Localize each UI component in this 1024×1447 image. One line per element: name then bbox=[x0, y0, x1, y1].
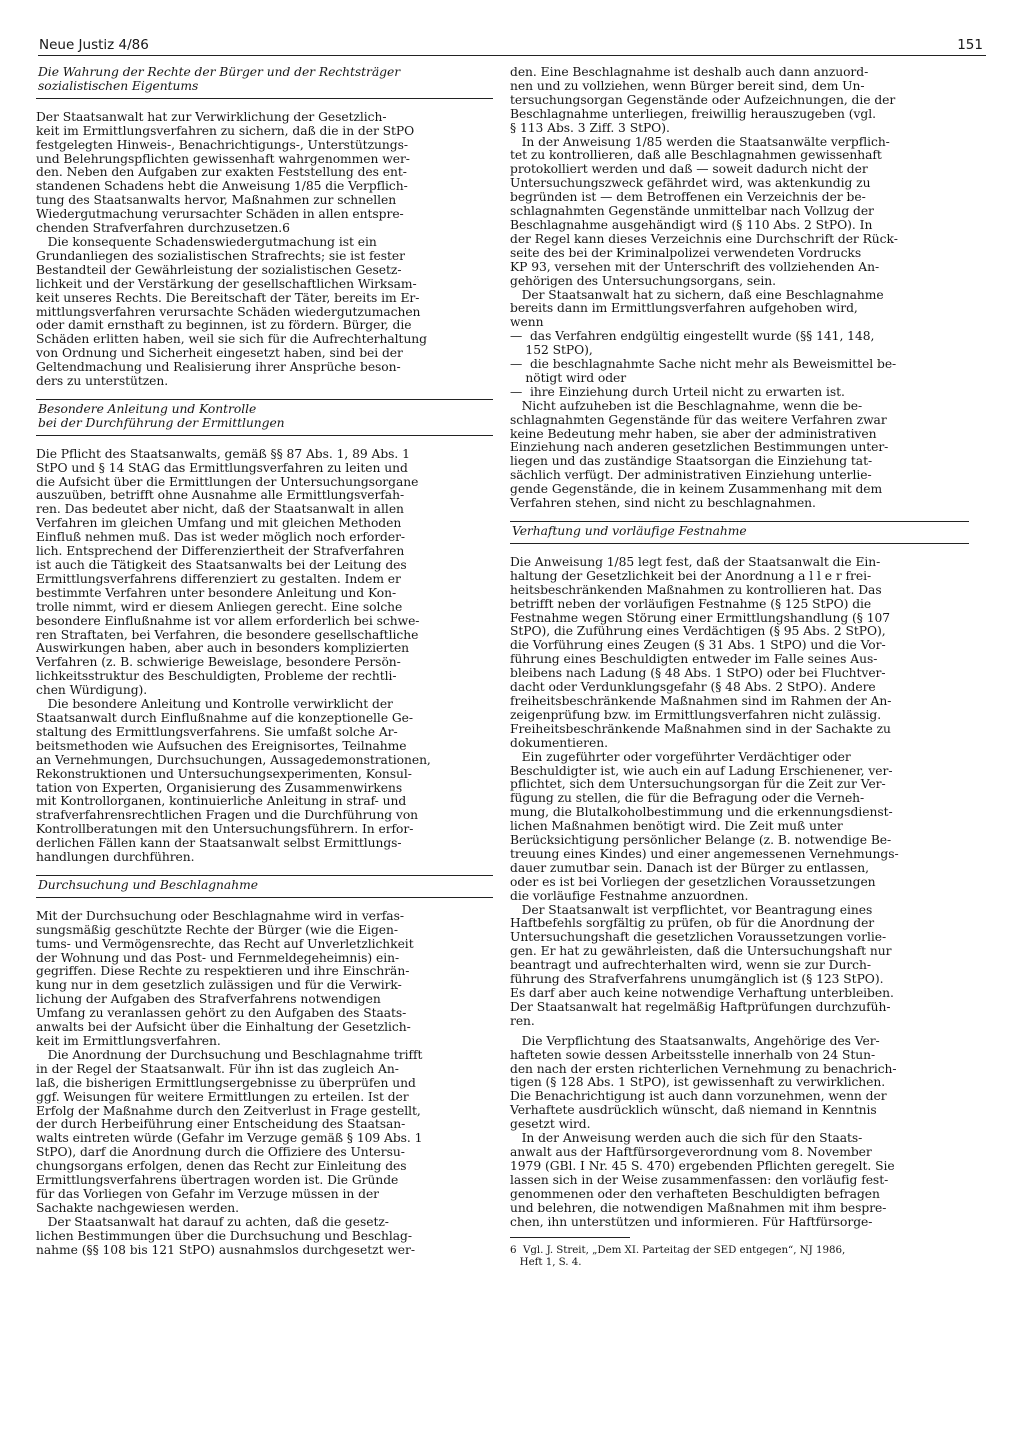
text-line: Die konsequente Schadenswiedergutmachung ist ein bbox=[36, 234, 377, 249]
text-line: Freiheitsbeschränkende Maßnahmen sind in der Sachakte zu bbox=[510, 721, 891, 736]
text-line: den. Eine Beschlagnahme ist deshalb auch dann anzuord- bbox=[510, 65, 869, 79]
text-line: handlungen durchführen. bbox=[36, 850, 195, 865]
text-line: keit im Ermittlungsverfahren. bbox=[36, 1034, 221, 1048]
text-line: chenden Strafverfahren durchzusetzen.6 bbox=[36, 221, 290, 236]
text-line: ren. bbox=[510, 1013, 535, 1028]
page-number: 151 bbox=[957, 37, 983, 53]
text-line: keit unseres Rechts. Die Bereitschaft der Täter, bereits im Er- bbox=[36, 290, 420, 305]
text-line: Grundanliegen des sozialistischen Strafrechts; sie ist fester bbox=[36, 248, 405, 263]
text-line: § 113 Abs. 3 Ziff. 3 StPO). bbox=[510, 120, 670, 135]
text-line: dokumentieren. bbox=[510, 735, 608, 750]
text-line: schlagnahmten Gegenstände unmittelbar nach Vollzug der bbox=[510, 204, 874, 219]
text-line: begründen ist — dem Betroffenen ein Verzeichnis der be- bbox=[510, 190, 866, 205]
text-line: staltung des Ermittlungsverfahrens. Sie umfaßt solche Ar- bbox=[36, 724, 398, 739]
text-line: chungsorgans erfolgen, denen das Recht zur Einleitung des bbox=[36, 1159, 407, 1174]
paragraph bbox=[510, 556, 969, 751]
text-line: Schäden erlitten haben, weil sie sich für die Aufrechterhaltung bbox=[36, 332, 427, 347]
text-line: betrifft neben der vorläufigen Festnahme (§ 125 StPO) die bbox=[510, 596, 872, 611]
text-line: Kontrollberatungen mit den Untersuchungsführern. In erfor- bbox=[36, 822, 414, 837]
paragraph bbox=[510, 136, 969, 289]
text-line: Untersuchungshaft die gesetzlichen Voraussetzungen vorlie- bbox=[510, 930, 887, 945]
section-heading bbox=[510, 521, 969, 544]
text-line: genommenen oder den verhafteten Beschuldigten befragen bbox=[510, 1186, 880, 1201]
text-line: Erfolg der Maßnahme durch den Zeitverlust in Frage gestellt, bbox=[36, 1103, 421, 1118]
text-line: KP 93, versehen mit der Unterschrift des vollziehenden An- bbox=[510, 259, 880, 274]
text-line: Der Staatsanwalt hat regelmäßig Haftprüfungen durchzufüh- bbox=[510, 999, 891, 1014]
section-heading bbox=[36, 875, 493, 898]
text-line: mung, die Blutalkoholbestimmung und die erkennungsdienst- bbox=[510, 805, 893, 820]
text-line: Durchsuchung und Beschlagnahme bbox=[38, 877, 258, 892]
text-line: bereits dann im Ermittlungsverfahren aufgehoben wird, bbox=[510, 301, 858, 316]
text-line: kung nur in dem gesetzlich zulässigen und für die Verwirk- bbox=[36, 978, 402, 993]
text-line: Ermittlungsverfahrens übertragen worden ist. Die Gründe bbox=[36, 1173, 399, 1188]
text-line: StPO), die Zuführung eines Verdächtigen (§ 95 Abs. 2 StPO), bbox=[510, 624, 886, 639]
text-line: lichkeitsstruktur des Beschuldigten, Probleme der rechtli- bbox=[36, 669, 397, 684]
text-line: Verhaftete ausdrücklich wünscht, daß niemand in Kenntnis bbox=[510, 1103, 877, 1118]
footnote-rule bbox=[510, 1237, 630, 1238]
text-line: trolle nimmt, wird er diesem Anliegen gerecht. Eine solche bbox=[36, 599, 403, 614]
text-line: StPO und § 14 StAG das Ermittlungsverfahren zu leiten und bbox=[36, 460, 408, 475]
text-line: sungsmäßig geschützte Rechte der Bürger (wie die Eigen- bbox=[36, 922, 398, 937]
text-line: Die Benachrichtigung ist auch dann vorzunehmen, wenn der bbox=[510, 1089, 887, 1104]
section-heading bbox=[36, 66, 493, 99]
text-line: ders zu unterstützen. bbox=[36, 374, 169, 389]
text-line: und Belehrungspflichten gewissenhaft wahrgenommen wer- bbox=[36, 151, 410, 166]
text-line: beitsmethoden wie Aufsuchen des Ereignisortes, Teilnahme bbox=[36, 738, 407, 753]
text-line: Haftbefehls sorgfältig zu prüfen, ob für die Anordnung der bbox=[510, 916, 875, 931]
text-line: Verfahren stehen, sind nicht zu beschlagnahmen. bbox=[510, 496, 816, 511]
text-line: beantragt und aufrechterhalten wird, wenn sie zur Durch- bbox=[510, 958, 871, 973]
text-line: In der Anweisung werden auch die sich für den Staats- bbox=[510, 1131, 863, 1146]
text-line: Die Anweisung 1/85 legt fest, daß der Staatsanwalt die Ein- bbox=[510, 554, 881, 569]
text-line: haltung der Gesetzlichkeit bei der Anordnung a l l e r frei- bbox=[510, 568, 872, 583]
paragraph bbox=[36, 1049, 493, 1216]
text-line: fügung zu stellen, die für die Befragung oder die Verneh- bbox=[510, 791, 865, 806]
text-line: tation von Experten, Organisierung des Zusammenwirkens bbox=[36, 780, 403, 795]
text-line: nen und zu vollziehen, wenn Bürger bereit sind, dem Un- bbox=[510, 78, 865, 93]
text-line: den. Neben den Aufgaben zur exakten Feststellung des ent- bbox=[36, 165, 407, 180]
right-column bbox=[510, 66, 969, 1268]
text-line: Es darf aber auch keine notwendige Verhaftung unterbleiben. bbox=[510, 986, 894, 1000]
text-line: strafverfahrensrechtlichen Fragen und die Durchführung von bbox=[36, 808, 419, 823]
text-line: der Regel kann dieses Verzeichnis eine Durchschrift der Rück- bbox=[510, 231, 898, 246]
text-line: Rekonstruktionen und Untersuchungsexperimenten, Konsul- bbox=[36, 766, 412, 781]
text-line: protokolliert werden und daß — soweit dadurch nicht der bbox=[510, 162, 868, 177]
text-line: liegen und das zuständige Staatsorgan die Einziehung tat- bbox=[510, 454, 873, 469]
text-line: tet zu kontrollieren, daß alle Beschlagnahmen gewissenhaft bbox=[510, 148, 882, 163]
text-line: 1979 (GBl. I Nr. 45 S. 470) ergebenden Pflichten geregelt. Sie bbox=[510, 1158, 895, 1173]
left-column bbox=[36, 66, 493, 1258]
text-line: zeigenprüfung bzw. im Ermittlungsverfahren nicht zulässig. bbox=[510, 707, 882, 722]
text-line: hafteten sowie dessen Arbeitsstelle innerhalb von 24 Stun- bbox=[510, 1047, 876, 1062]
text-line: laß, die bisherigen Ermittlungsergebnisse zu überprüfen und bbox=[36, 1075, 416, 1090]
text-line: bei der Durchführung der Ermittlungen bbox=[38, 415, 285, 430]
text-line: Sachakte nachgewiesen werden. bbox=[36, 1200, 240, 1215]
paragraph bbox=[36, 236, 493, 389]
text-line: gende Gegenstände, die in keinem Zusammenhang mit dem bbox=[510, 482, 883, 497]
paragraph bbox=[36, 910, 493, 1049]
text-line: Untersuchungszweck gefährdet wird, was aktenkundig zu bbox=[510, 176, 871, 191]
text-line: die Vorführung eines Zeugen (§ 31 Abs. 1 StPO) und die Vor- bbox=[510, 638, 886, 653]
paragraph bbox=[510, 66, 969, 136]
text-line: der Wohnung und das Post- und Fernmeldegeheimnis) ein- bbox=[36, 950, 400, 965]
text-line: tersuchungsorgan Gegenstände oder Aufzeichnungen, die der bbox=[510, 92, 896, 107]
text-line: Ein zugeführter oder vorgeführter Verdächtiger oder bbox=[510, 749, 851, 764]
text-line: Die Anordnung der Durchsuchung und Beschlagnahme trifft bbox=[36, 1047, 423, 1062]
text-line: und belehren, die notwendigen Maßnahmen mit ihm bespre- bbox=[510, 1200, 887, 1215]
text-line: — die beschlagnahmte Sache nicht mehr als Beweismittel be- bbox=[510, 357, 897, 372]
text-line: bleibens nach Ladung (§ 48 Abs. 1 StPO) oder bei Fluchtver- bbox=[510, 666, 886, 681]
text-line: Die Pflicht des Staatsanwalts, gemäß §§ 87 Abs. 1, 89 Abs. 1 bbox=[36, 446, 410, 461]
text-line: Die besondere Anleitung und Kontrolle verwirklicht der bbox=[36, 697, 393, 712]
text-line: — das Verfahren endgültig eingestellt wurde (§§ 141, 148, bbox=[510, 329, 875, 344]
text-line: anwalt aus der Haftfürsorgeverordnung vom 8. November bbox=[510, 1144, 872, 1159]
text-line: chen, ihn unterstützen und informieren. Für Haftfürsorge- bbox=[510, 1214, 873, 1229]
text-line: nötigt wird oder bbox=[510, 370, 627, 385]
text-line: für das Vorliegen von Gefahr im Verzuge müssen in der bbox=[36, 1186, 380, 1201]
text-line: den nach der ersten richterlichen Vernehmung zu benachrich- bbox=[510, 1061, 897, 1076]
journal-header: Neue Justiz 4/86 bbox=[39, 37, 149, 53]
text-line: Besondere Anleitung und Kontrolle bbox=[38, 401, 257, 416]
text-line: dacht oder Verdunklungsgefahr (§ 48 Abs. 2 StPO). Andere bbox=[510, 680, 876, 695]
text-line: führung eines Beschuldigten entweder im Falle seines Aus- bbox=[510, 652, 878, 667]
paragraph bbox=[510, 1035, 969, 1132]
text-line: lassen sich in der Weise zusammenfassen: den vorläufig fest- bbox=[510, 1172, 889, 1187]
text-line: Mit der Durchsuchung oder Beschlagnahme wird in verfas- bbox=[36, 908, 404, 923]
text-line: keit im Ermittlungsverfahren zu sichern, daß die in der StPO bbox=[36, 123, 415, 138]
text-line: tigen (§ 128 Abs. 1 StPO), ist gewissenhaft zu verwirklichen. bbox=[510, 1075, 886, 1090]
text-line: mittlungsverfahren verursachte Schäden wiedergutzumachen bbox=[36, 304, 421, 319]
text-line: lichen Maßnahmen benötigt wird. Die Zeit muß unter bbox=[510, 819, 843, 834]
text-line: chen Würdigung). bbox=[36, 683, 148, 698]
text-line: lich. Entsprechend der Differenziertheit der Strafverfahren bbox=[36, 544, 405, 559]
footnote bbox=[510, 1244, 969, 1268]
text-line: Nicht aufzuheben ist die Beschlagnahme, wenn die be- bbox=[510, 398, 863, 413]
text-line: in der Regel der Staatsanwalt. Für ihn ist das zugleich An- bbox=[36, 1061, 399, 1076]
text-line: walts eintreten würde (Gefahr im Verzuge gemäß § 109 Abs. 1 bbox=[36, 1131, 423, 1146]
text-line: Einziehung nach anderen gesetzlichen Bestimmungen unter- bbox=[510, 440, 889, 455]
footnote-line: Heft 1, S. 4. bbox=[510, 1256, 582, 1269]
paragraph bbox=[510, 289, 969, 512]
text-line: bestimmte Verfahren unter besondere Anleitung und Kon- bbox=[36, 585, 397, 600]
text-line: mit Kontrollorganen, kontinuierliche Anleitung in straf- und bbox=[36, 794, 407, 809]
text-line: oder es ist bei Vorliegen der gesetzlichen Voraussetzungen bbox=[510, 874, 876, 889]
text-line: Beschlagnahme ausgehändigt wird (§ 110 Abs. 2 StPO). In bbox=[510, 217, 873, 232]
text-line: der durch Herbeiführung einer Entscheidung des Staatsan- bbox=[36, 1117, 406, 1132]
text-line: Auswirkungen haben, aber auch in besonders komplizierten bbox=[36, 641, 410, 656]
text-line: besondere Einflußnahme ist vor allem erforderlich bei schwe- bbox=[36, 613, 420, 628]
text-line: schlagnahmten Gegenstände für das weitere Verfahren zwar bbox=[510, 412, 887, 427]
text-line: gen. Er hat zu gewährleisten, daß die Untersuchungshaft nur bbox=[510, 944, 892, 959]
paragraph bbox=[36, 698, 493, 865]
paragraph bbox=[510, 904, 969, 1029]
text-line: treuung eines Kindes) und einer angemessenen Vernehmungs- bbox=[510, 846, 899, 861]
text-line: ist auch die Tätigkeit des Staatsanwalts bei der Leitung des bbox=[36, 558, 407, 572]
text-line: die Aufsicht über die Ermittlungen der Untersuchungsorgane bbox=[36, 474, 419, 489]
text-line: ggf. Weisungen für weitere Ermittlungen zu erteilen. Ist der bbox=[36, 1089, 409, 1104]
footnote-line: 6 Vgl. J. Streit, „Dem XI. Parteitag der SED entgegen“, NJ 1986, bbox=[510, 1244, 846, 1257]
text-line: In der Anweisung 1/85 werden die Staatsanwälte verpflich- bbox=[510, 134, 890, 149]
text-line: ren Straftaten, bei Verfahren, die besondere gesellschaftliche bbox=[36, 627, 419, 642]
text-line: heitsbeschränkenden Maßnahmen zu kontrollieren hat. Das bbox=[510, 582, 882, 597]
text-line: Umfang zu veranlassen gehört zu den Aufgaben des Staats- bbox=[36, 1006, 407, 1021]
text-line: ren. Das bedeutet aber nicht, daß der Staatsanwalt in allen bbox=[36, 502, 404, 517]
text-line: führung des Strafverfahrens unumgänglich ist (§ 123 StPO). bbox=[510, 972, 884, 987]
text-line: pflichtet, sich dem Untersuchungsorgan für die Zeit zur Ver- bbox=[510, 777, 886, 792]
text-line: Verfahren (z. B. schwierige Beweislage, besondere Persön- bbox=[36, 655, 401, 670]
text-line: gesetzt wird. bbox=[510, 1117, 591, 1132]
text-line: nahme (§§ 108 bis 121 StPO) ausnahmslos durchgesetzt wer- bbox=[36, 1242, 415, 1257]
text-line: seite des bei der Kriminalpolizei verwendeten Vordrucks bbox=[510, 245, 862, 260]
text-line: Die Wahrung der Rechte der Bürger und der Rechtsträger bbox=[38, 65, 401, 79]
text-line: lichen Bestimmungen über die Durchsuchung und Beschlag- bbox=[36, 1228, 412, 1243]
text-line: Der Staatsanwalt hat darauf zu achten, daß die gesetz- bbox=[36, 1214, 389, 1229]
text-line: gegriffen. Diese Rechte zu respektieren und ihre Einschrän- bbox=[36, 964, 410, 979]
text-line: festgelegten Hinweis-, Benachrichtigungs-, Unterstützungs- bbox=[36, 137, 408, 152]
text-line: Beschlagnahme unterliegen, freiwillig herauszugeben (vgl. bbox=[510, 106, 876, 121]
text-line: lichung der Aufgaben des Strafverfahrens notwendigen bbox=[36, 992, 381, 1007]
text-line: an Vernehmungen, Durchsuchungen, Aussagedemonstrationen, bbox=[36, 752, 431, 767]
paragraph bbox=[510, 751, 969, 904]
text-line: die vorläufige Festnahme anzuordnen. bbox=[510, 888, 749, 903]
text-line: Staatsanwalt durch Einflußnahme auf die konzeptionelle Ge- bbox=[36, 710, 414, 725]
text-line: Einfluß nehmen muß. Das ist weder möglich noch erforder- bbox=[36, 530, 406, 545]
paragraph bbox=[510, 1132, 969, 1229]
text-line: standenen Schadens hebt die Anweisung 1/85 die Verpflich- bbox=[36, 179, 408, 194]
text-line: anwalts bei der Aufsicht über die Einhaltung der Gesetzlich- bbox=[36, 1020, 411, 1035]
text-line: — ihre Einziehung durch Urteil nicht zu erwarten ist. bbox=[510, 384, 845, 399]
text-line: Ermittlungsverfahrens differenziert zu gestalten. Indem er bbox=[36, 571, 401, 586]
text-line: Der Staatsanwalt ist verpflichtet, vor Beantragung eines bbox=[510, 902, 873, 917]
text-line: Beschuldigter ist, wie auch ein auf Ladung Erschienener, ver- bbox=[510, 763, 893, 778]
text-line: StPO), darf die Anordnung durch die Offiziere des Untersu- bbox=[36, 1145, 405, 1160]
paragraph bbox=[36, 448, 493, 698]
text-line: von Ordnung und Sicherheit eingesetzt haben, sind bei der bbox=[36, 346, 403, 361]
text-line: keine Bedeutung mehr haben, sie aber der administrativen bbox=[510, 426, 877, 441]
text-line: gehörigen des Untersuchungsorgans, sein. bbox=[510, 273, 776, 288]
text-line: tums- und Vermögensrechte, das Recht auf Unverletzlichkeit bbox=[36, 936, 414, 951]
text-line: Verhaftung und vorläufige Festnahme bbox=[512, 524, 747, 538]
text-line: Der Staatsanwalt hat zur Verwirklichung der Gesetzlich- bbox=[36, 109, 387, 124]
text-line: 152 StPO), bbox=[510, 343, 593, 358]
text-line: oder damit ernsthaft zu beginnen, ist zu fördern. Bürger, die bbox=[36, 318, 412, 333]
text-line: Bestandteil der Gewährleistung der sozialistischen Gesetz- bbox=[36, 262, 402, 277]
text-line: Festnahme wegen Störung einer Ermittlungshandlung (§ 107 bbox=[510, 610, 891, 625]
text-line: derlichen Fällen kann der Staatsanwalt selbst Ermittlungs- bbox=[36, 836, 402, 851]
paragraph bbox=[36, 111, 493, 236]
text-line: wenn bbox=[510, 315, 544, 330]
text-line: sächlich verfügt. Der administrativen Einziehung unterlie- bbox=[510, 468, 872, 483]
text-line: Wiedergutmachung verursachter Schäden in allen entspre- bbox=[36, 207, 404, 222]
text-line: sozialistischen Eigentums bbox=[38, 78, 199, 93]
text-line: Verfahren im gleichen Umfang und mit gleichen Methoden bbox=[36, 516, 402, 531]
text-line: tung des Staatsanwalts hervor, Maßnahmen zur schnellen bbox=[36, 193, 397, 208]
header-rule bbox=[38, 55, 986, 56]
text-line: auszuüben, betrifft ohne Ausnahme alle Ermittlungsverfah- bbox=[36, 488, 405, 503]
text-line: Berücksichtigung persönlicher Belange (z. B. notwendige Be- bbox=[510, 833, 892, 848]
text-line: lichkeit und der Verstärkung der gesellschaftlichen Wirksam- bbox=[36, 276, 417, 291]
text-line: Die Verpflichtung des Staatsanwalts, Angehörige des Ver- bbox=[510, 1033, 880, 1048]
text-line: freiheitsbeschränkende Maßnahmen sind im Rahmen der An- bbox=[510, 693, 892, 708]
paragraph bbox=[36, 1216, 493, 1258]
section-heading bbox=[36, 399, 493, 436]
text-line: dauer zumutbar sein. Danach ist der Bürger zu entlassen, bbox=[510, 860, 869, 875]
text-line: Geltendmachung und Realisierung ihrer Ansprüche beson- bbox=[36, 360, 401, 375]
text-line: Der Staatsanwalt hat zu sichern, daß eine Beschlagnahme bbox=[510, 287, 884, 302]
